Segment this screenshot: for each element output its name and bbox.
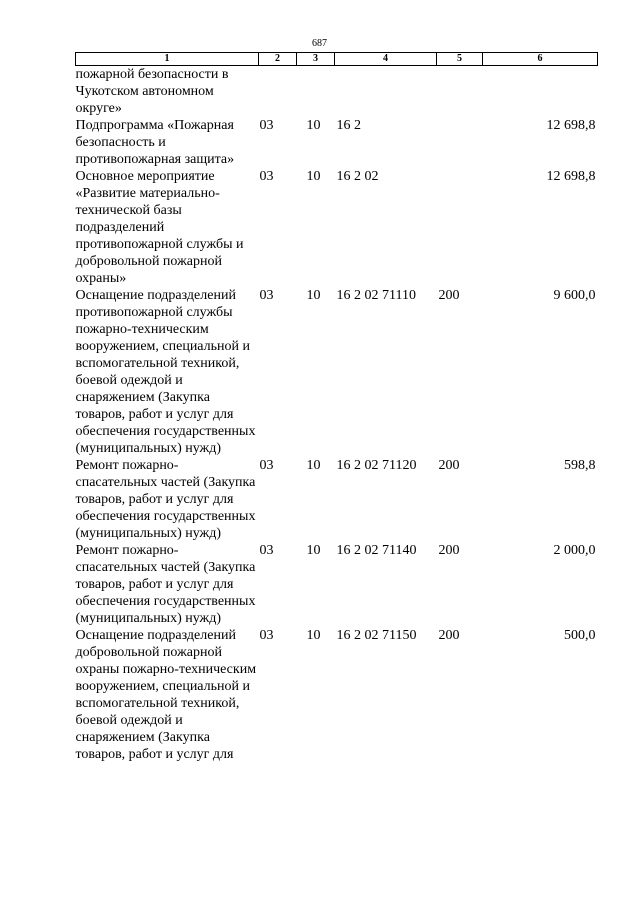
row-name: Основное мероприятие «Развитие материально-технической базы подразделений противопожарной службы и добровольной пожарной охраны» [75, 169, 244, 286]
row-target-article: 16 2 02 [336, 169, 379, 184]
row-subsection-code: 10 [306, 288, 321, 303]
row-section-code: 03 [259, 118, 274, 133]
row-expense-type [437, 117, 483, 168]
table-row [76, 627, 598, 763]
column-header-1: 1 [76, 53, 259, 66]
row-target-article: 16 2 02 71110 [336, 288, 416, 303]
row-subsection-code: 10 [306, 543, 321, 558]
row-amount: 9 600,0 [553, 288, 596, 303]
table-header [76, 53, 598, 66]
table-row [76, 66, 598, 118]
row-expense-type [437, 168, 483, 287]
table-row [76, 168, 598, 287]
row-amount: 2 000,0 [553, 543, 596, 558]
table-row [76, 457, 598, 542]
row-subsection-code: 10 [306, 169, 321, 184]
row-name: Ремонт пожарно-спасательных частей (Закупка товаров, работ и услуг для обеспечения государственных (муниципальных) нужд) [75, 458, 256, 541]
row-section-code: 03 [259, 169, 274, 184]
row-amount: 12 698,8 [546, 169, 596, 184]
row-subsection-code: 10 [306, 458, 321, 473]
row-name: пожарной безопасности в Чукотском автономном округе» [75, 67, 229, 116]
row-target-article: 16 2 02 71140 [336, 543, 417, 558]
row-section-code: 03 [259, 628, 274, 643]
row-amount: 12 698,8 [546, 118, 596, 133]
row-expense-type: 200 [438, 288, 460, 303]
row-target-article: 16 2 [336, 118, 361, 133]
row-subsection-code [297, 66, 335, 118]
table-body [76, 66, 598, 764]
row-section-code: 03 [259, 458, 274, 473]
budget-table [75, 52, 598, 763]
row-target-article: 16 2 02 71150 [336, 628, 417, 643]
row-expense-type [437, 66, 483, 118]
row-name: Оснащение подразделений противопожарной службы пожарно-техническим вооружением, специальной и вспомогательной техникой, боевой одеждой и снаряжением (Закупка товаров, работ и услуг для обеспечения государственных (муниципальных) нужд) [75, 288, 256, 456]
row-subsection-code: 10 [306, 628, 321, 643]
column-header-6: 6 [483, 53, 598, 66]
row-section-code: 03 [259, 543, 274, 558]
column-header-4: 4 [335, 53, 437, 66]
table-row [76, 287, 598, 457]
row-target-article: 16 2 02 71120 [336, 458, 417, 473]
page-number: 687 [312, 38, 327, 49]
header-row [76, 53, 598, 66]
row-name: Ремонт пожарно-спасательных частей (Закупка товаров, работ и услуг для обеспечения государственных (муниципальных) нужд) [75, 543, 256, 626]
row-amount: 598,8 [564, 458, 596, 473]
row-target-article [335, 66, 437, 118]
table-row [76, 542, 598, 627]
column-header-2: 2 [259, 53, 297, 66]
column-header-3: 3 [297, 53, 335, 66]
row-name: Подпрограмма «Пожарная безопасность и противопожарная защита» [75, 118, 235, 167]
row-name: Оснащение подразделений добровольной пожарной охраны пожарно-техническим вооружением, специальной и вспомогательной техникой, боевой одеждой и снаряжением (Закупка товаров, работ и услуг для [75, 628, 257, 762]
table-row [76, 117, 598, 168]
row-expense-type: 200 [438, 458, 460, 473]
row-expense-type: 200 [438, 543, 460, 558]
row-amount: 500,0 [564, 628, 596, 643]
row-section-code [259, 66, 297, 118]
row-subsection-code: 10 [306, 118, 321, 133]
column-header-5: 5 [437, 53, 483, 66]
row-section-code: 03 [259, 288, 274, 303]
row-amount [483, 66, 598, 118]
row-expense-type: 200 [438, 628, 460, 643]
